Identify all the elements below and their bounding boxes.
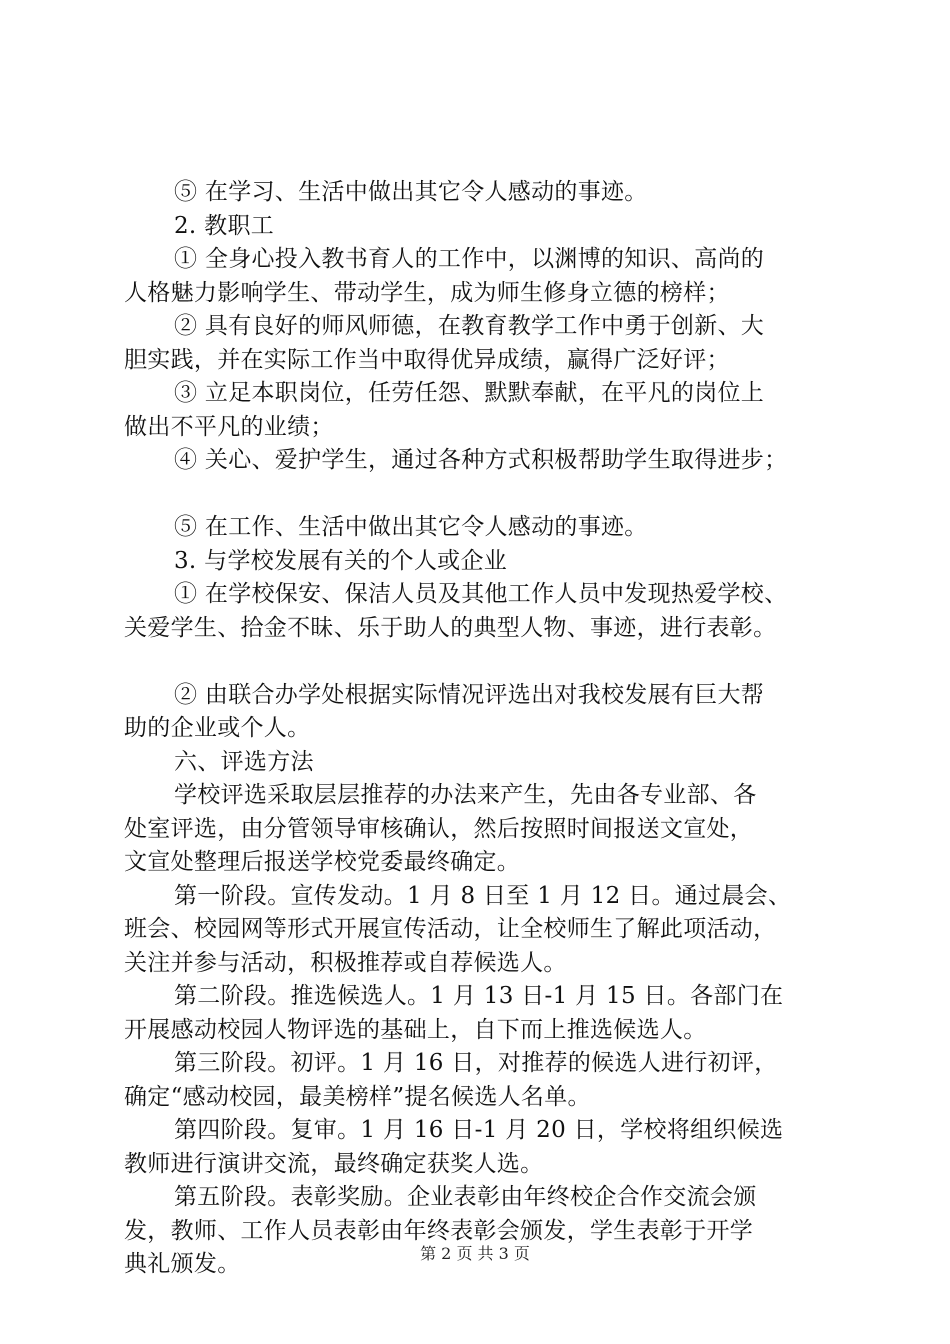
paragraph-line: 胆实践，并在实际工作当中取得优异成绩，赢得广泛好评；	[124, 346, 730, 373]
paragraph-line: ③ 立足本职岗位，任劳任怨、默默奉献，在平凡的岗位上	[174, 380, 765, 406]
paragraph-line: 助的企业或个人。	[124, 715, 311, 741]
blank-line	[124, 478, 850, 512]
paragraph-line: 第四阶段。复审。1 月 16 日-1 月 20 日，学校将组织候选	[174, 1117, 784, 1143]
section-heading: 3. 与学校发展有关的个人或企业	[174, 547, 508, 574]
paragraph-line: ② 由联合办学处根据实际情况评选出对我校发展有巨大帮	[174, 681, 765, 708]
paragraph-line: 开展感动校园人物评选的基础上，自下而上推选候选人。	[124, 1016, 707, 1043]
paragraph-line: 第一阶段。宣传发动。1 月 8 日至 1 月 12 日。通过晨会、	[174, 882, 792, 909]
paragraph-line: ② 具有良好的师风师德，在教育教学工作中勇于创新、大	[174, 313, 765, 339]
paragraph-line: 做出不平凡的业绩；	[124, 413, 334, 440]
paragraph-line: 第二阶段。推选候选人。1 月 13 日-1 月 15 日。各部门在	[174, 983, 784, 1009]
paragraph-line: ⑤ 在学习、生活中做出其它令人感动的事迹。	[174, 179, 648, 205]
section-heading: 2. 教职工	[174, 212, 275, 239]
page-footer	[0, 1242, 950, 1266]
paragraph-line: 文宣处整理后报送学校党委最终确定。	[124, 849, 521, 875]
paragraph-line: 典礼颁发。	[124, 1251, 241, 1277]
paragraph-line: ④ 关心、爱护学生，通过各种方式积极帮助学生取得进步；	[174, 447, 788, 473]
blank-line	[124, 645, 850, 679]
paragraph-line: 发，教师、工作人员表彰由年终表彰会颁发，学生表彰于开学	[124, 1217, 754, 1244]
paragraph-line: 关注并参与活动，积极推荐或自荐候选人。	[124, 949, 567, 976]
paragraph-line: 关爱学生、拾金不昧、乐于助人的典型人物、事迹，进行表彰。	[124, 614, 777, 641]
paragraph-line: 教师进行演讲交流，最终确定获奖人选。	[124, 1150, 544, 1177]
document-body	[124, 176, 850, 1282]
paragraph-line: 学校评选采取层层推荐的办法来产生，先由各专业部、各	[174, 782, 757, 808]
paragraph-line: 处室评选，由分管领导审核确认，然后按照时间报送文宣处，	[124, 815, 754, 842]
section-heading: 六、评选方法	[174, 748, 314, 775]
page-number: 第 2 页 共 3 页	[420, 1244, 530, 1263]
paragraph-line: 第五阶段。表彰奖励。企业表彰由年终校企合作交流会颁	[174, 1184, 757, 1210]
paragraph-line: 第三阶段。初评。1 月 16 日，对推荐的候选人进行初评，	[174, 1050, 778, 1076]
paragraph-line: ① 全身心投入教书育人的工作中，以渊博的知识、高尚的	[174, 246, 765, 272]
paragraph-line: ① 在学校保安、保洁人员及其他工作人员中发现热爱学校、	[174, 581, 788, 607]
paragraph-line: 人格魅力影响学生、带动学生，成为师生修身立德的榜样；	[124, 279, 730, 306]
paragraph-line: 确定“感动校园，最美榜样”提名候选人名单。	[124, 1083, 591, 1110]
paragraph-line: 班会、校园网等形式开展宣传活动，让全校师生了解此项活动，	[124, 916, 777, 942]
paragraph-line: ⑤ 在工作、生活中做出其它令人感动的事迹。	[174, 514, 648, 540]
